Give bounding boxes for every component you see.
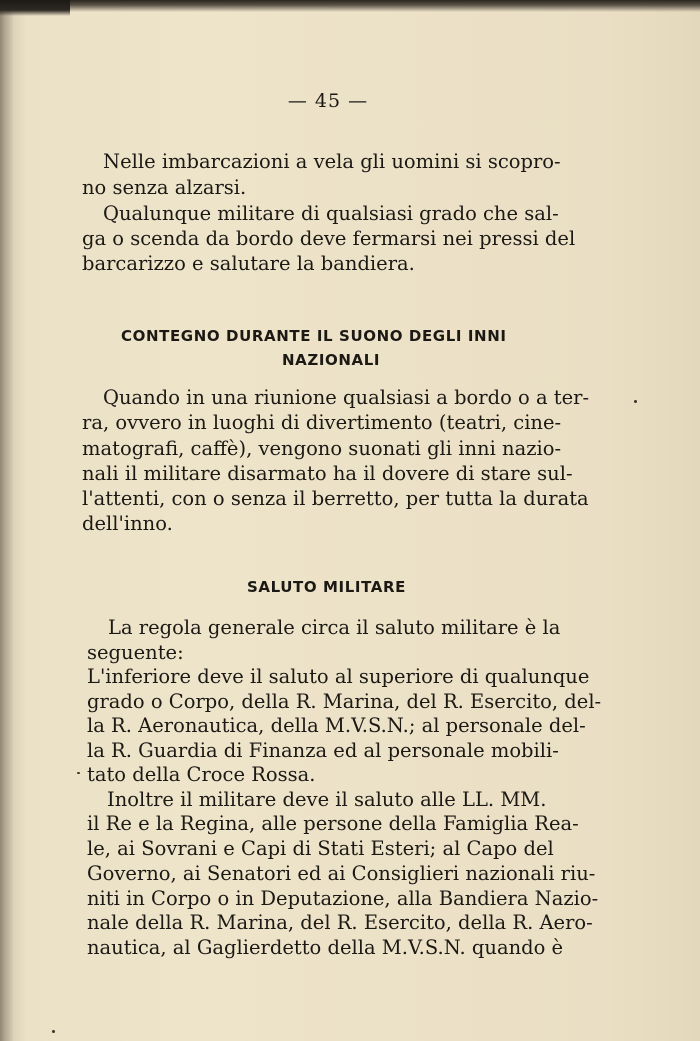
text-line: ga o scenda da bordo deve fermarsi nei pressi del — [82, 227, 576, 250]
text-line: Nelle imbarcazioni a vela gli uomini si scopro- — [103, 150, 561, 173]
binding-shadow — [0, 0, 14, 1041]
text-line: ra, ovvero in luoghi di divertimento (teatri, cine- — [82, 411, 562, 434]
page-number: — 45 — — [287, 90, 369, 112]
text-line: tato della Croce Rossa. — [87, 763, 316, 786]
text-line: no senza alzarsi. — [82, 176, 247, 199]
text-line: nali il militare disarmato ha il dovere di stare sul- — [82, 462, 573, 485]
section-heading: CONTEGNO DURANTE IL SUONO DEGLI INNI — [121, 327, 507, 345]
scan-corner-shadow — [0, 0, 70, 16]
text-line: Qualunque militare di qualsiasi grado che sal- — [103, 202, 559, 225]
text-line: Governo, ai Senatori ed ai Consiglieri nazionali riu- — [87, 862, 596, 885]
text-line: L'inferiore deve il saluto al superiore di qualunque — [87, 665, 590, 688]
section-heading: SALUTO MILITARE — [247, 578, 406, 596]
scan-speck — [52, 1030, 55, 1033]
text-line: nautica, al Gaglierdetto della M.V.S.N. quando è — [87, 936, 564, 959]
text-line: dell'inno. — [82, 512, 173, 535]
text-line: la R. Guardia di Finanza ed al personale mobili- — [87, 739, 559, 762]
text-line: Quando in una riunione qualsiasi a bordo o a ter- — [103, 386, 590, 409]
text-line: niti in Corpo o in Deputazione, alla Bandiera Nazio- — [87, 887, 599, 910]
section-heading: NAZIONALI — [282, 351, 381, 369]
text-line: Inoltre il militare deve il saluto alle LL. MM. — [107, 788, 547, 811]
scan-edge-shadow — [0, 0, 700, 12]
text-line: grado o Corpo, della R. Marina, del R. Esercito, del- — [87, 690, 602, 713]
text-line: barcarizzo e salutare la bandiera. — [82, 252, 415, 275]
text-line: le, ai Sovrani e Capi di Stati Esteri; al Capo del — [87, 837, 554, 860]
text-line: il Re e la Regina, alle persone della Famiglia Rea- — [87, 812, 579, 835]
text-line: La regola generale circa il saluto militare è la — [108, 616, 561, 639]
scan-speck — [77, 772, 80, 774]
scan-speck — [634, 400, 637, 403]
text-line: matografi, caffè), vengono suonati gli inni nazio- — [82, 437, 562, 460]
text-line: nale della R. Marina, del R. Esercito, della R. Aero- — [87, 911, 593, 934]
text-line: seguente: — [87, 641, 184, 664]
text-line: l'attenti, con o senza il berretto, per tutta la durata — [82, 487, 589, 510]
text-line: la R. Aeronautica, della M.V.S.N.; al personale del- — [87, 714, 586, 737]
